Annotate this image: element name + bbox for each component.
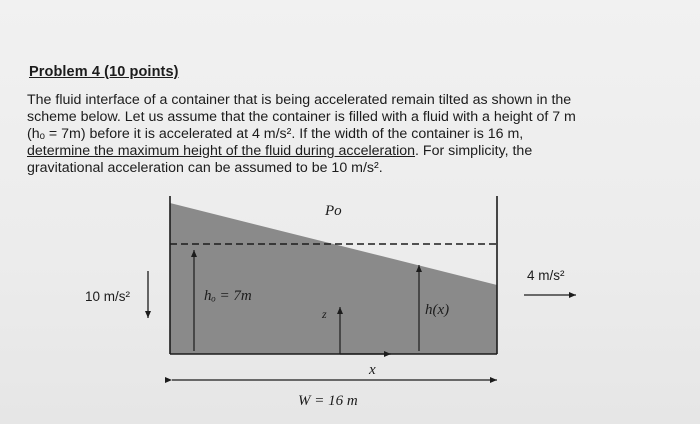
initial-height-label: hₒ = 7m [204,288,252,304]
gravity-label: 10 m/s² [85,289,131,304]
width-label: W = 16 m [298,393,358,409]
underlined-task: determine the maximum height of the fluid during acceleration [27,143,416,159]
statement-line-3: (hₒ = 7m) before it is accelerated at 4 m/s². If the width of the container is 16 m, [27,126,524,142]
acceleration-label: 4 m/s² [527,268,565,283]
x-axis-label: x [369,362,376,378]
statement-line-1: The fluid interface of a container that is being accelerated remain tilted as shown in the [27,92,572,108]
statement-line-4-rest: . For simplicity, the [415,143,533,159]
problem-heading: Problem 4 (10 points) [29,64,179,80]
surface-pressure-label: Po [325,203,342,219]
z-axis-label: z [322,307,327,321]
fluid-body [170,203,497,354]
statement-line-2: scheme below. Let us assume that the container is filled with a fluid with a height of 7 m [27,109,576,125]
height-function-label: h(x) [425,302,450,318]
statement-line-5: gravitational acceleration can be assumed to be 10 m/s². [27,160,383,176]
